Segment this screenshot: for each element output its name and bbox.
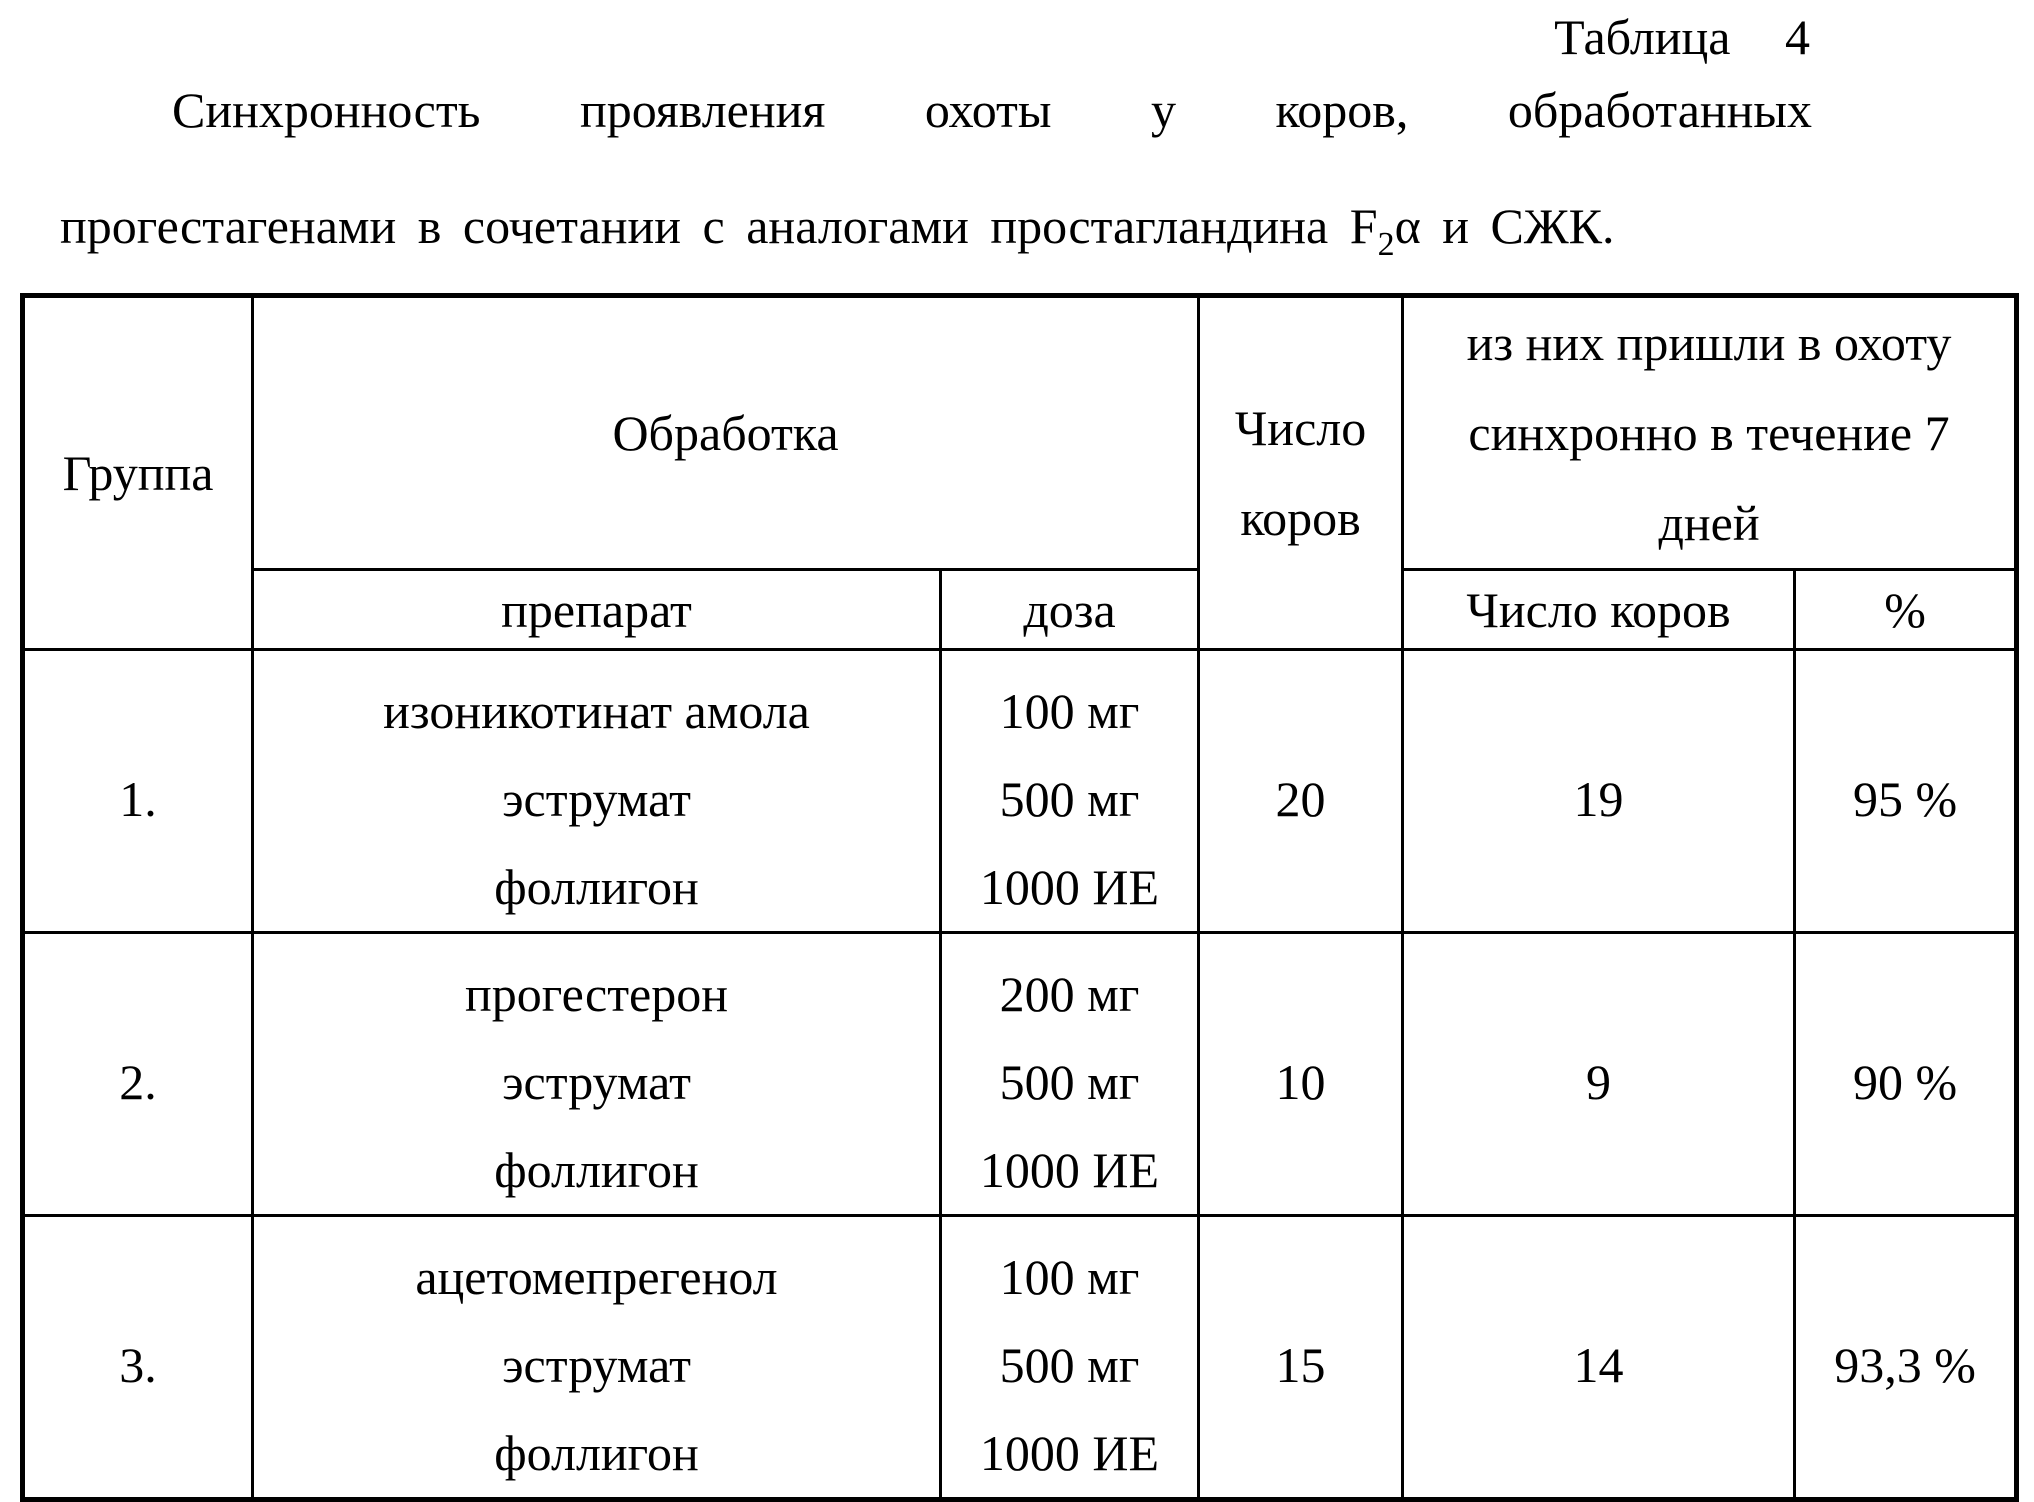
sync-percent-cell: 90 %	[1795, 933, 2017, 1216]
drug-cell	[253, 933, 941, 1216]
dose-cell	[941, 1216, 1199, 1500]
title-line-2-text: прогестагенами в сочетании с аналогами простагландина F	[60, 198, 1378, 254]
table-row-3	[23, 1216, 2017, 1500]
title-line-2-tail: α и СЖК.	[1394, 198, 1615, 254]
drug-cell	[253, 1216, 941, 1500]
drug-line: эструмат	[502, 771, 691, 827]
table-header-row	[23, 296, 2017, 570]
dose-cell	[941, 650, 1199, 933]
header-sync-count: Число коров	[1403, 570, 1795, 650]
dose-cell	[941, 933, 1199, 1216]
drug-line: прогестерон	[464, 966, 729, 1022]
dose-line: 200 мг	[999, 966, 1140, 1022]
drug-line: эструмат	[502, 1054, 691, 1110]
drug-line: фоллигон	[494, 859, 699, 915]
drug-line: изоникотинат амола	[383, 683, 810, 739]
drug-line: фоллигон	[494, 1142, 699, 1198]
drug-line: ацетомепрегенол	[415, 1249, 778, 1305]
dose-line: 500 мг	[999, 1054, 1140, 1110]
group-cell: 2.	[23, 933, 253, 1216]
subscript-2: 2	[1377, 226, 1395, 263]
title-line-1: Синхронность проявления охоты у коров, обработанных	[172, 82, 1812, 138]
header-group: Группа	[23, 296, 253, 650]
table-subheader-row	[23, 570, 2017, 650]
data-table	[20, 293, 2019, 1502]
dose-line: 1000 ИЕ	[979, 1425, 1160, 1481]
num-cows-cell: 10	[1199, 933, 1403, 1216]
header-num-cows: Число коров	[1199, 296, 1403, 650]
sync-cows-cell: 14	[1403, 1216, 1795, 1500]
header-drug: препарат	[253, 570, 941, 650]
drug-line: эструмат	[502, 1337, 691, 1393]
header-sync-percent: %	[1795, 570, 2017, 650]
table-row-1	[23, 650, 2017, 933]
table-row-2	[23, 933, 2017, 1216]
sync-cows-cell: 19	[1403, 650, 1795, 933]
dose-line: 500 мг	[999, 771, 1140, 827]
group-cell: 1.	[23, 650, 253, 933]
sync-percent-cell: 95 %	[1795, 650, 2017, 933]
group-cell: 3.	[23, 1216, 253, 1500]
num-cows-cell: 20	[1199, 650, 1403, 933]
header-treatment: Обработка	[253, 296, 1199, 570]
dose-line: 1000 ИЕ	[979, 1142, 1160, 1198]
dose-line: 1000 ИЕ	[979, 859, 1160, 915]
dose-line: 500 мг	[999, 1337, 1140, 1393]
table-caption-label: Таблица 4	[1554, 9, 1810, 65]
header-synchronized: из них пришли в охоту синхронно в течение 7 дней	[1403, 296, 2017, 570]
dose-line: 100 мг	[999, 1249, 1140, 1305]
title-line-2	[60, 168, 1812, 284]
document-title	[60, 52, 1812, 284]
header-dose: доза	[941, 570, 1199, 650]
sync-percent-cell: 93,3 %	[1795, 1216, 2017, 1500]
dose-line: 100 мг	[999, 683, 1140, 739]
num-cows-cell: 15	[1199, 1216, 1403, 1500]
drug-cell	[253, 650, 941, 933]
sync-cows-cell: 9	[1403, 933, 1795, 1216]
drug-line: фоллигон	[494, 1425, 699, 1481]
